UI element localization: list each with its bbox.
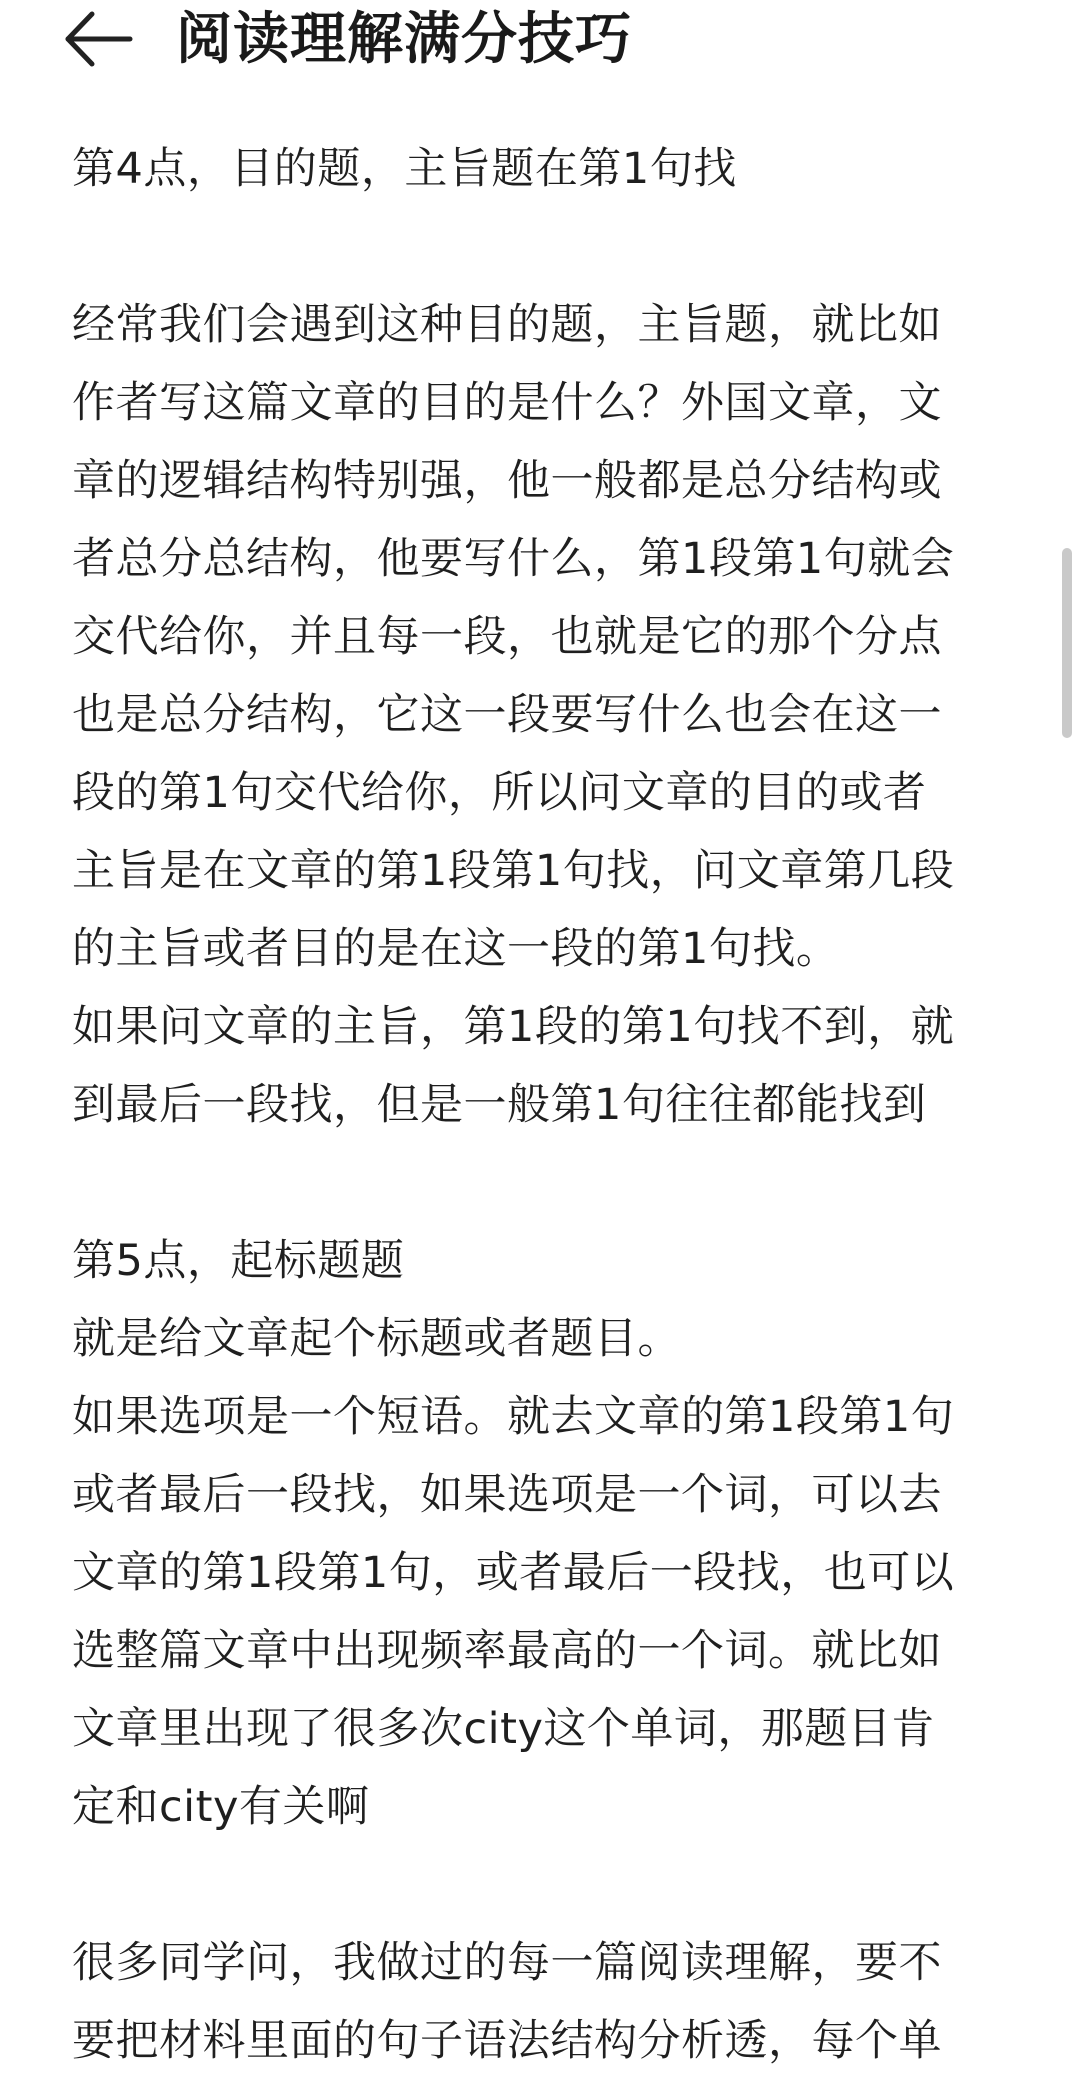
article-line: 也是总分结构，它这一段要写什么也会在这一 bbox=[72, 690, 942, 740]
scrollbar[interactable] bbox=[1062, 548, 1072, 738]
article-line: 定和city有关啊 bbox=[72, 1782, 370, 1832]
article-line: 要把材料里面的句子语法结构分析透，每个单 bbox=[72, 2016, 942, 2066]
article-line: 段的第1句交代给你，所以问文章的目的或者 bbox=[72, 768, 927, 818]
article-blank-line bbox=[72, 1846, 1012, 1924]
article-line: 如果选项是一个短语。就去文章的第1段第1句 bbox=[72, 1392, 955, 1442]
page-title: 阅读理解满分技巧 bbox=[176, 7, 632, 72]
article-line: 主旨是在文章的第1段第1句找，问文章第几段 bbox=[72, 846, 955, 896]
article-line: 选整篇文章中出现频率最高的一个词。就比如 bbox=[72, 1626, 942, 1676]
article-line: 第5点，起标题题 bbox=[72, 1236, 405, 1286]
article-line: 或者最后一段找，如果选项是一个词，可以去 bbox=[72, 1470, 942, 1520]
article-blank-line bbox=[72, 208, 1012, 286]
article-line: 就是给文章起个标题或者题目。 bbox=[72, 1314, 681, 1364]
article-line: 的主旨或者目的是在这一段的第1句找。 bbox=[72, 924, 840, 974]
article-line: 作者写这篇文章的目的是什么？外国文章，文 bbox=[72, 378, 942, 428]
top-bar bbox=[0, 0, 1080, 96]
article-line: 第4点，目的题，主旨题在第1句找 bbox=[72, 144, 737, 194]
article-line: 文章里出现了很多次city这个单词，那题目肯 bbox=[72, 1704, 935, 1754]
article-line: 章的逻辑结构特别强，他一般都是总分结构或 bbox=[72, 456, 942, 506]
article-line: 交代给你，并且每一段，也就是它的那个分点 bbox=[72, 612, 942, 662]
article-line: 很多同学问，我做过的每一篇阅读理解，要不 bbox=[72, 1938, 942, 1988]
article-line: 文章的第1段第1句，或者最后一段找，也可以 bbox=[72, 1548, 955, 1598]
article-line: 到最后一段找，但是一般第1句往往都能找到 bbox=[72, 1080, 927, 1130]
article-blank-line bbox=[72, 1144, 1012, 1222]
article-line: 如果问文章的主旨，第1段的第1句找不到，就 bbox=[72, 1002, 955, 1052]
article-line: 经常我们会遇到这种目的题，主旨题，就比如 bbox=[72, 300, 942, 350]
back-arrow-icon[interactable] bbox=[58, 0, 136, 78]
article-line: 者总分总结构，他要写什么，第1段第1句就会 bbox=[72, 534, 955, 584]
article-body bbox=[72, 130, 1012, 2080]
